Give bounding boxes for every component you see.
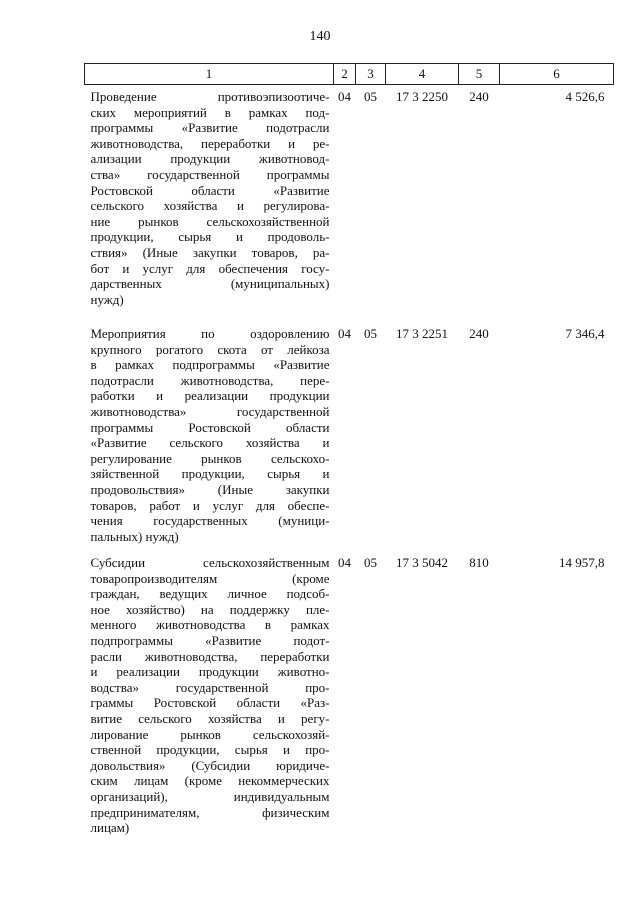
description-line: лицам) (90, 820, 130, 836)
description-line: Мероприятия по оздоровлению (90, 326, 330, 341)
description-line: менного животноводства в рамках (90, 617, 330, 633)
description-line: работки и реализации продукции (90, 388, 330, 404)
description-line: довольствия» (Субсидии юридиче- (90, 757, 330, 773)
row-description (85, 85, 334, 323)
description-line: граммы Ростовской области «Раз- (90, 695, 330, 711)
description-line: сельского хозяйства и регулирова- (90, 198, 330, 214)
description-line: ских мероприятий в рамках под- (90, 104, 330, 120)
subsection-code: 05 (364, 89, 377, 104)
column-header-1: 1 (85, 64, 334, 85)
description-line: животноводства» государственной (90, 403, 330, 419)
description-line: ским лицам (кроме некоммерческих (90, 773, 330, 789)
column-header-4: 4 (386, 64, 459, 85)
description-line: граждан, ведущих личное подсоб- (90, 586, 330, 602)
description-line: продовольствия» (Иные закупки (90, 481, 330, 497)
row-description (85, 322, 334, 551)
description-line: подотрасли животноводства, пере- (90, 372, 330, 388)
description-line: водства» государственной про- (90, 679, 330, 695)
expense-type-code: 240 (469, 89, 489, 104)
description-line: ственной продукции, сырья и про- (90, 742, 330, 758)
column-header-6: 6 (500, 64, 614, 85)
table-row (85, 551, 614, 865)
amount-value: 7 346,4 (565, 326, 605, 341)
description-line: ства» государственной программы (90, 166, 330, 182)
description-line: Субсидии сельскохозяйственным (90, 555, 330, 570)
description-line: регулирование рынков сельскохо- (90, 450, 330, 466)
target-article-code: 17 3 5042 (396, 555, 448, 570)
description-line: ние рынков сельскохозяйственной (90, 213, 330, 229)
description-line: подпрограммы «Развитие подот- (90, 632, 330, 648)
amount-value: 4 526,6 (565, 89, 605, 104)
description-line: ствия» (Иные закупки товаров, ра- (90, 244, 330, 260)
description-line: пальных) нужд) (90, 528, 179, 544)
description-line: Ростовской области «Развитие (90, 182, 330, 198)
column-header-3: 3 (356, 64, 386, 85)
description-line: витие сельского хозяйства и регу- (90, 710, 330, 726)
section-code: 04 (338, 555, 351, 570)
description-line: ализации продукции животновод- (90, 151, 330, 167)
table-row (85, 85, 614, 323)
description-line: нужд) (90, 291, 124, 307)
description-line: ное хозяйство) на поддержку пле- (90, 601, 330, 617)
description-line: расли животноводства, переработки (90, 648, 330, 664)
description-line: в рамках подпрограммы «Развитие (90, 357, 330, 373)
description-line: Проведение противоэпизоотиче- (90, 89, 330, 104)
target-article-code: 17 3 2251 (396, 326, 448, 341)
table-row (85, 322, 614, 551)
subsection-code: 05 (364, 326, 377, 341)
amount-value: 14 957,8 (559, 555, 605, 570)
description-line: «Развитие сельского хозяйства и (90, 435, 330, 451)
target-article-code: 17 3 2250 (396, 89, 448, 104)
description-line: дарственных (муниципальных) (90, 276, 330, 292)
column-header-2: 2 (334, 64, 356, 85)
description-line: товаропроизводителям (кроме (90, 570, 330, 586)
expense-type-code: 810 (469, 555, 489, 570)
description-line: животноводства, переработки и ре- (90, 135, 330, 151)
description-line: товаров, работ и услуг для обеспе- (90, 497, 330, 513)
budget-table (84, 63, 614, 865)
description-line: лирование рынков сельскохозяй- (90, 726, 330, 742)
description-line: предпринимателям, физическим (90, 804, 330, 820)
description-line: продукции, сырья и продоволь- (90, 229, 330, 245)
table-header-row (85, 64, 614, 85)
description-line: и реализации продукции животно- (90, 664, 330, 680)
description-line: крупного рогатого скота от лейкоза (90, 341, 330, 357)
column-header-5: 5 (459, 64, 500, 85)
subsection-code: 05 (364, 555, 377, 570)
description-line: зяйственной продукции, сырья и (90, 466, 330, 482)
row-description (85, 551, 334, 865)
section-code: 04 (338, 326, 351, 341)
section-code: 04 (338, 89, 351, 104)
expense-type-code: 240 (469, 326, 489, 341)
description-line: программы Ростовской области (90, 419, 330, 435)
description-line: организаций), индивидуальным (90, 788, 330, 804)
description-line: программы «Развитие подотрасли (90, 120, 330, 136)
description-line: бот и услуг для обеспечения госу- (90, 260, 330, 276)
page-number: 140 (309, 29, 331, 44)
description-line: чения государственных (муници- (90, 513, 330, 529)
